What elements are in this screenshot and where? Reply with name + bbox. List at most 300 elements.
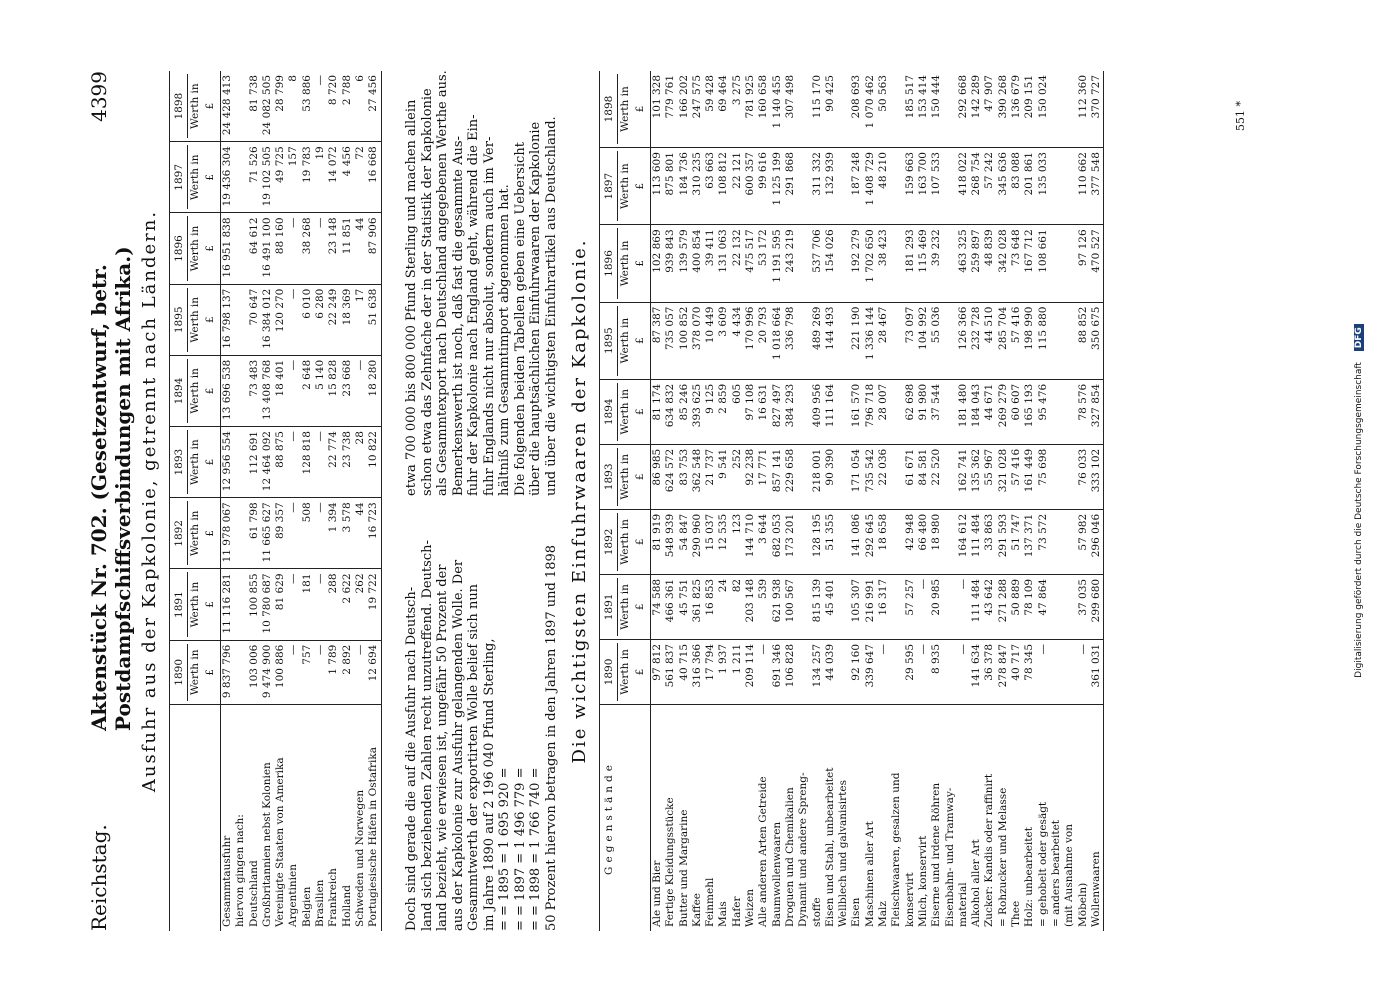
table-cell: 40 717 [1010,639,1023,704]
table-cell: 779 761 [664,71,677,148]
table-row [904,71,917,931]
table-cell: 22 036 [877,444,890,509]
year-header-unit: £ [634,473,646,481]
table-cell: 55 967 [983,444,996,509]
table-cell: 171 054 [850,444,863,509]
table-cell [797,71,810,148]
year-header [170,427,221,498]
table-cell [1050,379,1063,444]
table-cell: 111 484 [970,509,983,574]
table-cell: 128 818 [301,427,314,498]
year-header-unit: £ [204,316,216,324]
table-cell: 126 366 [957,302,970,379]
table-cell: 16 853 [704,574,717,639]
table-cell [944,509,957,574]
row-label: Holland [340,885,353,927]
table-cell: 107 533 [930,148,943,225]
table-cell [890,148,903,225]
table-cell: 154 026 [824,225,837,302]
table-row [930,71,943,931]
table-cell: 307 498 [784,71,797,148]
year-header [600,71,651,148]
table-cell: 28 007 [877,379,890,444]
table-row [1023,71,1036,931]
row-label: Eiserne und irdene Röhren [930,782,943,927]
table-cell: 390 268 [997,71,1010,148]
table-cell: 781 925 [744,71,757,148]
prose-line: = = 1897 = 1 496 779 = [512,767,528,931]
table-cell: 259 897 [970,225,983,302]
page-number: 4399 [87,71,111,122]
row-label: Wellblech und galvanisirtes [837,780,850,927]
table-cell: 62 698 [904,379,917,444]
table-cell: 181 293 [904,225,917,302]
year-header-unit: £ [634,408,646,416]
table-cell [234,142,247,213]
table-cell: 409 956 [811,379,824,444]
table-cell [944,225,957,302]
table-cell: 135 033 [1037,148,1050,225]
table-cell: — [1077,639,1090,704]
table-cell: 163 700 [917,148,930,225]
table-cell: 88 875 [274,427,287,498]
table-cell: — [877,639,890,704]
table-cell [1063,148,1076,225]
table-cell [837,444,850,509]
table-cell: 76 033 [1077,444,1090,509]
table-cell: 73 483 [248,355,261,426]
table-cell: 20 793 [757,302,770,379]
table-cell [1050,71,1063,148]
table-cell: — [287,498,300,569]
year-header-sub: Werth in [187,359,203,423]
row-label: Alle anderen Arten Getreide [757,776,770,927]
table-cell: 166 202 [678,71,691,148]
table-cell: 88 160 [274,213,287,284]
table-cell [1063,639,1076,704]
table-cell [797,302,810,379]
table-cell: 296 046 [1090,509,1104,574]
table-cell: 84 581 [917,444,930,509]
row-label: stoffe [810,897,823,927]
table-cell [944,71,957,148]
table-cell: 44 [354,213,367,284]
table-cell [797,574,810,639]
table-cell: 12 464 092 [261,427,274,498]
row-label: Zucker: Kandis oder raffinirt [983,773,996,927]
table-cell [837,225,850,302]
header-left: Reichstag. [87,824,111,931]
table-row [664,71,677,931]
table-cell: — [1037,639,1050,704]
table-row [784,71,797,931]
year-header-year: 1893 [173,448,185,476]
table-cell: 18 658 [877,509,890,574]
table-cell: 102 869 [651,225,665,302]
table-cell: 350 675 [1090,302,1104,379]
table-cell [234,569,247,640]
table-cell: 99 616 [757,148,770,225]
table-cell: 209 114 [744,639,757,704]
table-cell [890,444,903,509]
row-label: Eisen und Stahl, unbearbeitet [823,767,836,927]
row-label: = anders bearbeitet [1049,820,1062,927]
table-cell: 63 663 [704,148,717,225]
table-cell [234,355,247,426]
row-label: Dynamit und andere Spreng- [797,772,810,927]
table-row [1050,71,1063,931]
row-label: Möbeln) [1076,882,1089,927]
table-cell: 621 938 [771,574,784,639]
table-cell: 100 567 [784,574,797,639]
table-cell: 3 609 [717,302,730,379]
table-cell: 90 390 [824,444,837,509]
table-cell: 336 798 [784,302,797,379]
prose-line: Bemerkenswerth ist noch, daß fast die gesammte Aus- [450,136,466,496]
table-cell [797,148,810,225]
table-cell: 170 996 [744,302,757,379]
table-row [261,71,274,931]
table-cell: 2 788 [341,71,354,142]
dfg-logo: DFG [1354,324,1364,351]
table-cell: 22 249 [327,284,340,355]
table-cell: 232 728 [970,302,983,379]
year-header-sub: Werth in [617,448,633,506]
table-row [1063,71,1076,931]
side-note [1354,41,1364,961]
table-cell: 81 919 [651,509,665,574]
table-cell: 57 982 [1077,509,1090,574]
table-cell: 537 706 [811,225,824,302]
table-cell: 2 622 [341,569,354,640]
table-cell: 691 346 [771,639,784,704]
row-label: Deutschland [247,860,260,927]
year-header-year: 1898 [603,95,615,123]
side-note-text: Digitalisierung gefördert durch die Deutsche Forschungsgemeinschaft [1354,362,1364,678]
table-cell: 208 693 [850,71,863,148]
prose-line: 50 Prozent hiervon betragen in den Jahren 1897 und 1898 [543,544,559,931]
table-cell [944,379,957,444]
table-cell: 23 148 [327,213,340,284]
year-header-year: 1894 [173,377,185,405]
table-cell: 81 174 [651,379,665,444]
table-cell: 141 634 [970,639,983,704]
year-header-sub: Werth in [187,501,203,565]
year-header-unit: £ [634,603,646,611]
table-cell: — [917,639,930,704]
prose-line: Doch sind gerade die auf die Ausfuhr nach Deutsch- [404,586,419,931]
table-row [367,71,381,931]
table-cell [944,302,957,379]
table-cell: 165 193 [1023,379,1036,444]
table-cell: 97 812 [651,639,665,704]
row-label: Eisen [850,897,863,927]
year-header-year: 1898 [173,92,185,120]
table-row [341,71,354,931]
table-cell: 144 493 [824,302,837,379]
table-row [771,71,784,931]
year-header-unit: £ [634,260,646,267]
prose-line: als Gesammtexport nach Deutschland angegebenen Werthe aus. [435,70,450,496]
table-cell [1050,225,1063,302]
table-cell: 20 985 [930,574,943,639]
table-cell [797,225,810,302]
table-cell: 44 [354,498,367,569]
table-cell: 16 798 137 [221,284,235,355]
table-cell: 393 625 [691,379,704,444]
table-cell: 139 579 [678,225,691,302]
table-cell: 22 132 [731,225,744,302]
table-cell: 112 691 [248,427,261,498]
table-cell: 489 269 [811,302,824,379]
table-cell: 78 576 [1077,379,1090,444]
table-cell: 19 [314,142,327,213]
table-cell: 418 022 [957,148,970,225]
row-label: Baumwollenwaaren [770,821,783,927]
table-cell: 23 668 [341,355,354,426]
year-header-year: 1897 [603,172,615,200]
table-cell: — [314,71,327,142]
table-row [717,71,730,931]
table-cell [234,640,247,704]
table-cell: 161 570 [850,379,863,444]
row-label: Feinmehl [704,877,717,927]
table-cell: 600 357 [744,148,757,225]
table-row [248,71,261,931]
prose-line: im Jahre 1890 auf 2 196 040 Pfund Sterling, [481,638,497,931]
table-cell: 18 401 [274,355,287,426]
table-cell: 16 951 838 [221,213,235,284]
year-header [600,302,651,379]
table-cell: 64 612 [248,213,261,284]
year-header [600,379,651,444]
table-cell: 16 317 [877,574,890,639]
table-cell: 252 [731,444,744,509]
table-cell: — [917,574,930,639]
table-cell [837,574,850,639]
table-cell: 44 039 [824,639,837,704]
table-cell: 110 662 [1077,148,1090,225]
row-label: Holz: unbearbeitet [1023,827,1036,927]
table-cell: 135 362 [970,444,983,509]
table-cell: 290 960 [691,509,704,574]
table-cell: — [354,640,367,704]
year-header-year: 1890 [603,658,615,686]
prose-line: etwa 700 000 bis 800 000 Pfund Sterling und machen allein [404,99,419,496]
table-cell [234,284,247,355]
table-row [274,71,287,931]
table-cell: 45 401 [824,574,837,639]
row-label: Brasilien [314,879,327,927]
table-cell: 51 747 [1010,509,1023,574]
row-label: Ale und Bier [651,860,663,927]
table-cell: 47 864 [1037,574,1050,639]
table-cell: 90 425 [824,71,837,148]
table-cell [1050,148,1063,225]
table-cell: 203 148 [744,574,757,639]
table-cell: 634 832 [664,379,677,444]
table-cell: 378 070 [691,302,704,379]
table-row [983,71,996,931]
table-cell: 87 387 [651,302,665,379]
table-cell: 361 031 [1090,639,1104,704]
table-cell: 100 852 [678,302,691,379]
table-cell: 247 575 [691,71,704,148]
table-cell: 475 517 [744,225,757,302]
table-cell: 100 886 [274,640,287,704]
table-cell: 164 612 [957,509,970,574]
table-cell [1063,225,1076,302]
prose-line: aus der Kapkolonie zur Ausfuhr gelangenden Wolle. Der [450,559,466,931]
table-cell: 9 837 796 [221,640,235,704]
table-row [314,71,327,931]
table-cell: 9 125 [704,379,717,444]
table-cell: 78 345 [1023,639,1036,704]
table-cell: 508 [301,498,314,569]
row-label: Großbritannien nebst Kolonien [260,762,273,927]
table-cell: 141 086 [850,509,863,574]
table-cell: 24 [717,574,730,639]
table-cell [797,444,810,509]
table-cell: 735 057 [664,302,677,379]
year-header-year: 1896 [173,235,185,262]
table-row [997,71,1010,931]
table-cell: — [757,639,770,704]
table-cell: 24 428 413 [221,71,235,142]
table-cell: 8 720 [327,71,340,142]
table-cell: 134 257 [811,639,824,704]
table-cell: 875 801 [664,148,677,225]
table-cell: 185 517 [904,71,917,148]
table-cell: 187 248 [850,148,863,225]
table-cell: 78 109 [1023,574,1036,639]
table-cell [797,509,810,574]
table-cell: 2 892 [341,640,354,704]
row-label: Frankreich [327,868,340,927]
table-cell: 66 480 [917,509,930,574]
table-cell [1063,444,1076,509]
table-cell: 100 855 [248,569,261,640]
year-header [600,639,651,704]
year-header [170,498,221,569]
row-label: Fleischwaaren, gesalzen und [890,772,903,927]
table-cell: 23 738 [341,427,354,498]
table-cell: 39 232 [930,225,943,302]
table-cell [1063,71,1076,148]
table-cell: 53 886 [301,71,314,142]
table-row [864,71,877,931]
row-label: = gehobelt oder gesägt [1036,801,1049,927]
table-cell: 327 854 [1090,379,1104,444]
table-cell: 159 663 [904,148,917,225]
table-cell: 60 607 [1010,379,1023,444]
row-label: Butter und Margarine [677,809,690,927]
table-cell: 50 889 [1010,574,1023,639]
row-label: Weizen [744,888,757,927]
table-cell: 12 694 [367,640,381,704]
table-cell: 939 843 [664,225,677,302]
table-cell: 1 211 [731,639,744,704]
table-row [837,71,850,931]
table-cell: 18 980 [930,509,943,574]
year-header [600,225,651,302]
row-label: Argentinien [287,864,300,927]
table-row [970,71,983,931]
year-header [170,640,221,704]
table-cell: 106 828 [784,639,797,704]
table-cell: 19 783 [301,142,314,213]
table-cell: 47 907 [983,71,996,148]
table-cell: 144 710 [744,509,757,574]
table-cell [1063,302,1076,379]
row-label: Kaffee [690,893,703,927]
table-cell: — [314,569,327,640]
table-cell: 38 423 [877,225,890,302]
year-header [170,284,221,355]
footer-mark: 551 * [1234,101,1247,131]
table-cell: 70 647 [248,284,261,355]
table-cell: 13 408 768 [261,355,274,426]
table-cell: 22 520 [930,444,943,509]
table-cell: — [287,427,300,498]
table-cell [837,71,850,148]
table-row [354,71,367,931]
table-row [301,71,314,931]
table-cell [944,639,957,704]
table-cell: 16 491 100 [261,213,274,284]
table-cell: 92 160 [850,639,863,704]
year-header-unit: £ [204,245,216,252]
table-cell: 16 384 012 [261,284,274,355]
year-header-unit: £ [204,387,216,395]
year-header-sub: Werth in [617,74,633,144]
table-cell: 757 [301,640,314,704]
year-header-sub: Werth in [617,228,633,298]
table-cell: 561 837 [664,639,677,704]
year-header-year: 1890 [173,658,185,686]
table-cell: 11 665 627 [261,498,274,569]
table-row [678,71,691,931]
year-header-year: 1892 [173,520,185,547]
table-cell [1050,302,1063,379]
table-cell [1063,574,1076,639]
table-row [757,71,770,931]
table-cell: 2 859 [717,379,730,444]
table-cell: 101 328 [651,71,665,148]
table-cell [234,71,247,142]
prose-line: = = 1898 = 1 766 740 = [528,767,543,931]
row-label: (mit Ausnahme von [1063,823,1076,927]
table-cell: 16 668 [367,142,381,213]
year-header-sub: Werth in [617,151,633,221]
table-cell: 1 702 650 [864,225,877,302]
row-label: = Rohzucker und Melasse [996,787,1009,927]
year-header [600,444,651,509]
table-cell: 89 357 [274,498,287,569]
table-cell: 43 642 [983,574,996,639]
table-cell [944,574,957,639]
table-cell: 539 [757,574,770,639]
table-cell: 81 629 [274,569,287,640]
table-cell [234,427,247,498]
table-cell: 88 852 [1077,302,1090,379]
table-cell: 128 195 [811,509,824,574]
table-cell: 115 469 [917,225,930,302]
row-label: Malz [877,901,890,927]
table-cell: 36 378 [983,639,996,704]
year-header-sub: Werth in [187,288,203,352]
table-cell: — [287,355,300,426]
